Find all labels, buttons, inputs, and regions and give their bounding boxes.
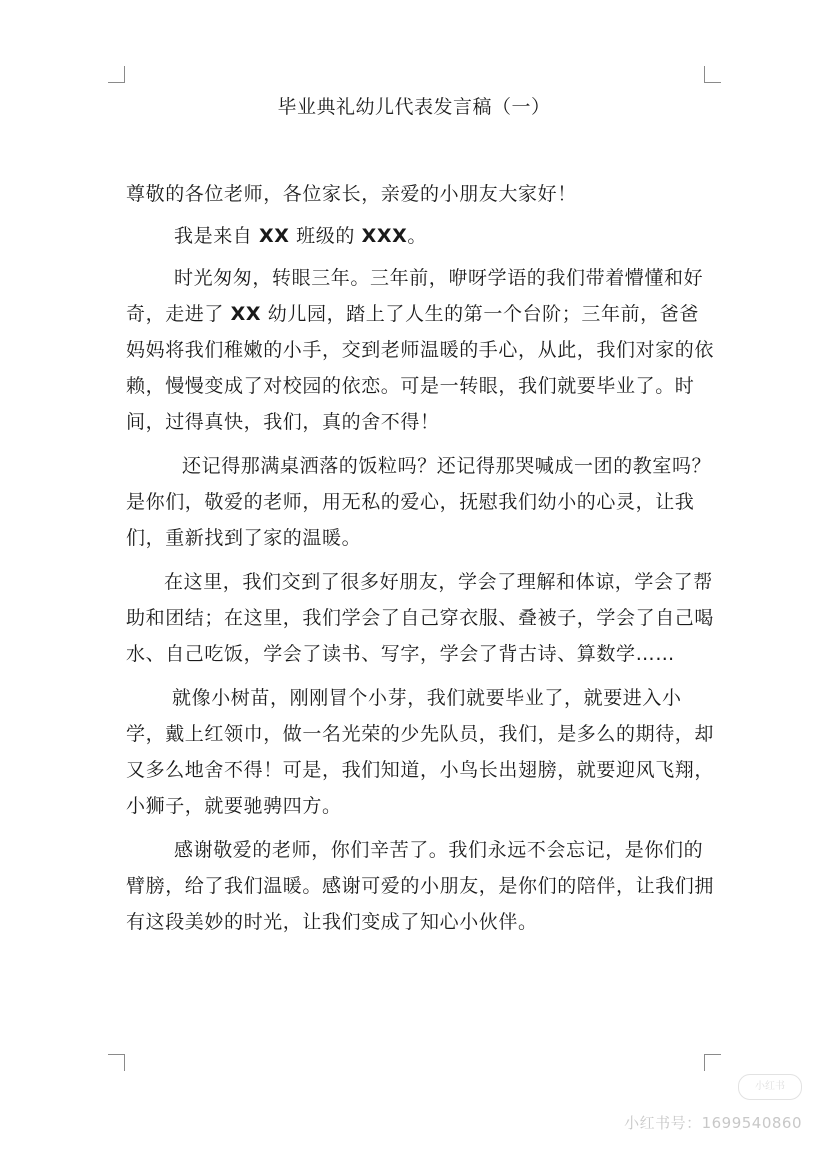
paragraph-1-part-a: 时光匆匆，转眼三年。三年前，咿呀学语的我们带着懵懂和好奇，走进了: [126, 267, 704, 325]
intro-paragraph: [126, 218, 714, 254]
paragraph-1: [126, 260, 714, 440]
crop-mark-bottom-right: [704, 1054, 721, 1071]
intro-middle: 班级的: [289, 225, 362, 247]
paragraph-4: 就像小树苗，刚刚冒个小芽，我们就要毕业了，就要进入小学，戴上红领巾，做一名光荣的少先队员，我们，是多么的期待，却又多么地舍不得！可是，我们知道，小鸟长出翅膀，就要迎风飞翔，小狮子，就要驰骋四方。: [126, 687, 715, 817]
document-body: [126, 176, 714, 940]
paragraph-5: 感谢敬爱的老师，你们辛苦了。我们永远不会忘记，是你们的臂膀，给了我们温暖。感谢可爱的小朋友，是你们的陪伴，让我们拥有这段美妙的时光，让我们变成了知心小伙伴。: [126, 839, 715, 933]
intro-suffix: 。: [407, 225, 427, 247]
paragraph-3: 在这里，我们交到了很多好朋友，学会了理解和体谅，学会了帮助和团结；在这里，我们学会了自己穿衣服、叠被子，学会了自己喝水、自己吃饭，学会了读书、写字，学会了背古诗、算数学……: [126, 571, 715, 665]
paragraph-1-kindergarten: XX: [230, 303, 262, 325]
intro-prefix: 我是来自: [174, 225, 260, 247]
paragraph-2: 还记得那满桌洒落的饭粒吗？还记得那哭喊成一团的教室吗？是你们，敬爱的老师，用无私的爱心，抚慰我们幼小的心灵，让我们，重新找到了家的温暖。: [126, 455, 712, 549]
watermark-text: 小红书号：1699540860: [624, 1114, 802, 1132]
paragraph-1-part-b: 幼儿园，踏上了人生的第一个台阶；三年前，爸爸妈妈将我们稚嫩的小手，交到老师温暖的手心，从此，我们对家的依赖，慢慢变成了对校园的依恋。可是一转眼，我们就要毕业了。时间，过得真快，我们，真的舍不得！: [126, 303, 715, 433]
intro-child-name: XXX: [361, 225, 408, 247]
crop-mark-top-left: [108, 66, 125, 83]
watermark-logo: 小红书: [738, 1074, 802, 1100]
crop-mark-bottom-left: [108, 1054, 125, 1071]
document-title: 毕业典礼幼儿代表发言稿（一）: [277, 96, 551, 118]
crop-mark-top-right: [704, 66, 721, 83]
greeting-paragraph: 尊敬的各位老师，各位家长，亲爱的小朋友大家好！: [126, 183, 577, 205]
intro-class-name: XX: [259, 225, 290, 247]
